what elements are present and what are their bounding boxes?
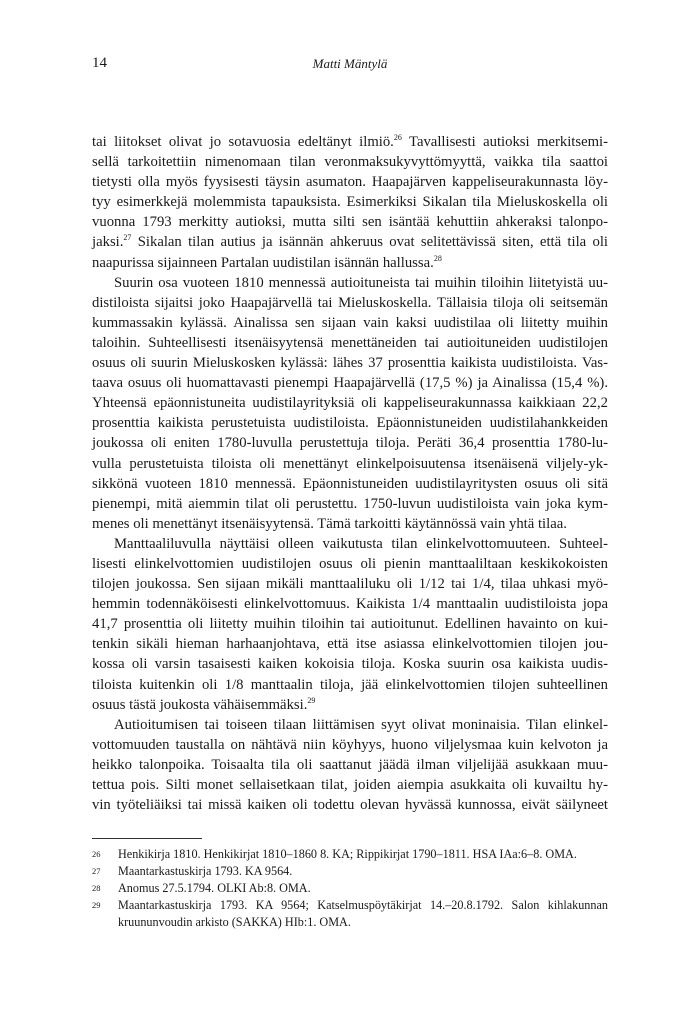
page-header [92, 55, 608, 75]
footnote-text: Anomus 27.5.1794. OLKI Ab:8. OMA. [118, 881, 311, 895]
text-line: prosenttia kaikista perustetuista uudistiloista. Epäonnistuneiden uudistilahankkeiden [92, 415, 608, 432]
text-line: osuus oli suurin Mieluskosken kylässä: lähes 37 prosenttia kaikista uudistiloista. Vas- [92, 355, 608, 372]
footnote-28 [92, 880, 608, 897]
paragraph-2 [92, 273, 608, 534]
footnote-ref-26: 26 [393, 133, 402, 142]
text-line: Autioitumisen tai toiseen tilaan liittämisen syyt olivat moninaisia. Tilan elinkel- [114, 716, 608, 733]
footnote-number: 27 [92, 866, 101, 876]
text-line: tiloista kuitenkin oli 1/8 manttaalin tiloja, jää elinkelvottomien tilojen suhteellinen [92, 676, 608, 693]
text-line: heikko talonpoika. Toisaalta tila oli saattanut jäädä ilman viljelijää asukkaan muu- [92, 756, 608, 773]
text-line: naapurissa sijainneen Partalan uudistilan isännän hallussa.$^{28}$ [92, 253, 442, 271]
text-line: vulla perustetuista tiloista oli menettänyt elinkelpoisuutensa itsenäisenä viljely-yk- [92, 455, 608, 472]
text-line: pienempi, mitä aiemmin tilat oli perustettu. 1750-luvun uudistiloista vain joka kym- [92, 495, 608, 512]
text-line: vottomuuden taustalla on nähtävä niin köyhyys, huono viljelysmaa kuin kelvoton ja [92, 736, 608, 753]
text-line: hemmin todennäköisesti elinkelvottomuus. Kaikista 1/4 manttaalin uudistiloista jopa [92, 596, 608, 613]
text-line: lisesti elinkelvottomien uudistilojen osuus oli pienin manttaaliltaan keskikokoisten [92, 555, 608, 572]
text-line: osuus tästä joukosta vähäisemmäksi.$^{29}$ [92, 695, 316, 713]
text-line: tai liitokset olivat jo sotavuosia edeltänyt ilmiö.$^{26}$ Tavallisesti autioksi merkitsemi- [92, 133, 608, 150]
footnote-text: Maantarkastuskirja 1793. KA 9564. [118, 864, 293, 878]
paragraph-4 [92, 715, 608, 815]
text-line: tilojen joukossa. Sen sijaan mikäli manttaaliluku oli 1/12 tai 1/4, tilaa uhkasi myö- [92, 576, 608, 593]
text-line: taloihin. Suhteellisesti itsenäisyytensä menettäneiden tai autioituneiden uudistilojen [92, 334, 608, 351]
footnote-number: 26 [92, 849, 101, 859]
footnote-number: 29 [92, 900, 101, 910]
text-line: kossa oli varsin tasaisesti kaiken kokoisia tiloja. Koska suurin osa kaikista uudis- [92, 656, 608, 673]
footnote-ref-27: 27 [123, 233, 132, 243]
footnote-text: Henkikirja 1810. Henkikirjat 1810–1860 8. KA; Rippikirjat 1790–1811. HSA IAa:6–8. OMA. [118, 847, 577, 861]
text-line: tyy esimerkkejä molemmista tapauksista. Esimerkiksi Sikalan tila Mieluskoskella oli [92, 194, 608, 211]
text-line: kummassakin kylässä. Ainalissa sen sijaan vain kaksi uudistilaa oli liitetty muihin [92, 314, 608, 331]
text-line: 41,7 prosenttia oli liitetty muihin tiloihin tai autioitunut. Edellinen havainto on kui- [92, 616, 608, 633]
text-line: Yhteensä epäonnistuneita uudistilayrityksiä oli kappeliseurakunnassa kaikkiaan 22,2 [92, 395, 608, 412]
text-line: tenkin sikäli hieman harhaanjohtava, että itse asiassa elinkelvottomien tilojen jou- [92, 636, 608, 653]
footnote-ref-28: 28 [433, 253, 442, 263]
footnote-text: Maantarkastuskirja 1793. KA 9564; Katselmuspöytäkirjat 14.–20.8.1792. Salon kihlakunnan [118, 898, 608, 912]
text-line: joukossa oli eniten 1780-luvulla perustettuja tiloja. Peräti 36,4 prosenttia 1780-lu- [92, 435, 608, 452]
text-line: vuonna 1793 merkitty autioksi, mutta silti sen isäntää kehuttiin ahkeraksi talonpo- [92, 214, 608, 231]
footnote-29 [92, 897, 608, 931]
paragraph-3 [92, 534, 608, 715]
text-line: distiloista sijaitsi joko Haapajärvellä tai Mieluskoskella. Tällaisia tiloja oli seitsemän [92, 294, 608, 311]
page-number: 14 [92, 55, 107, 71]
footnote-ref-29: 29 [307, 695, 316, 705]
text-line: jaksi.$^{27}$ Sikalan tilan autius ja isännän ahkeruus ovat selitettävissä siten, että tila oli [92, 233, 608, 251]
text-line: Suurin osa vuoteen 1810 mennessä autioituneista tai muihin tiloihin liitetyistä uu- [114, 274, 608, 291]
footnote-26 [92, 846, 608, 863]
text-line: vin työteliäiksi tai missä kaiken oli todettu olevan hyvässä kunnossa, eivät säilyneet [92, 797, 608, 814]
footnotes [92, 846, 608, 931]
running-head-author: Matti Mäntylä [312, 56, 388, 71]
text-line: Manttaaliluvulla näyttäisi olleen vaikutusta tilan elinkelvottomuuteen. Suhteel- [114, 535, 608, 552]
footnote-number: 28 [92, 883, 101, 893]
text-line: menes oli menettänyt itsenäisyytensä. Tämä tarkoitti käytännössä vain yhtä tilaa. [92, 515, 567, 532]
text-line: tietysti olla myös fyysisesti täysin asumaton. Haapajärven kappeliseurakunnasta löy- [92, 174, 608, 191]
paragraph-1 [92, 132, 608, 273]
text-line: taava osuus oli huomattavasti pienempi Haapajärvellä (17,5 %) ja Ainalissa (15,4 %). [92, 375, 608, 392]
body-text [92, 132, 608, 815]
text-line: tettua pois. Silti monet sellaisetkaan tilat, joiden aiempia asukkaita oli kuvailtu hy- [92, 777, 608, 793]
footnote-27 [92, 863, 608, 880]
footnote-text: kruununvoudin arkisto (SAKKA) HIb:1. OMA. [118, 915, 351, 929]
text-line: sellä tarkoitettiin nimenomaan tilan veronmaksukyvyttömyyttä, vaikka tila saattoi [92, 154, 608, 171]
text-line: sikkönä vuoteen 1810 mennessä. Epäonnistuneiden uudistilayritysten osuus oli sitä [92, 475, 608, 492]
footnote-divider [92, 838, 202, 839]
